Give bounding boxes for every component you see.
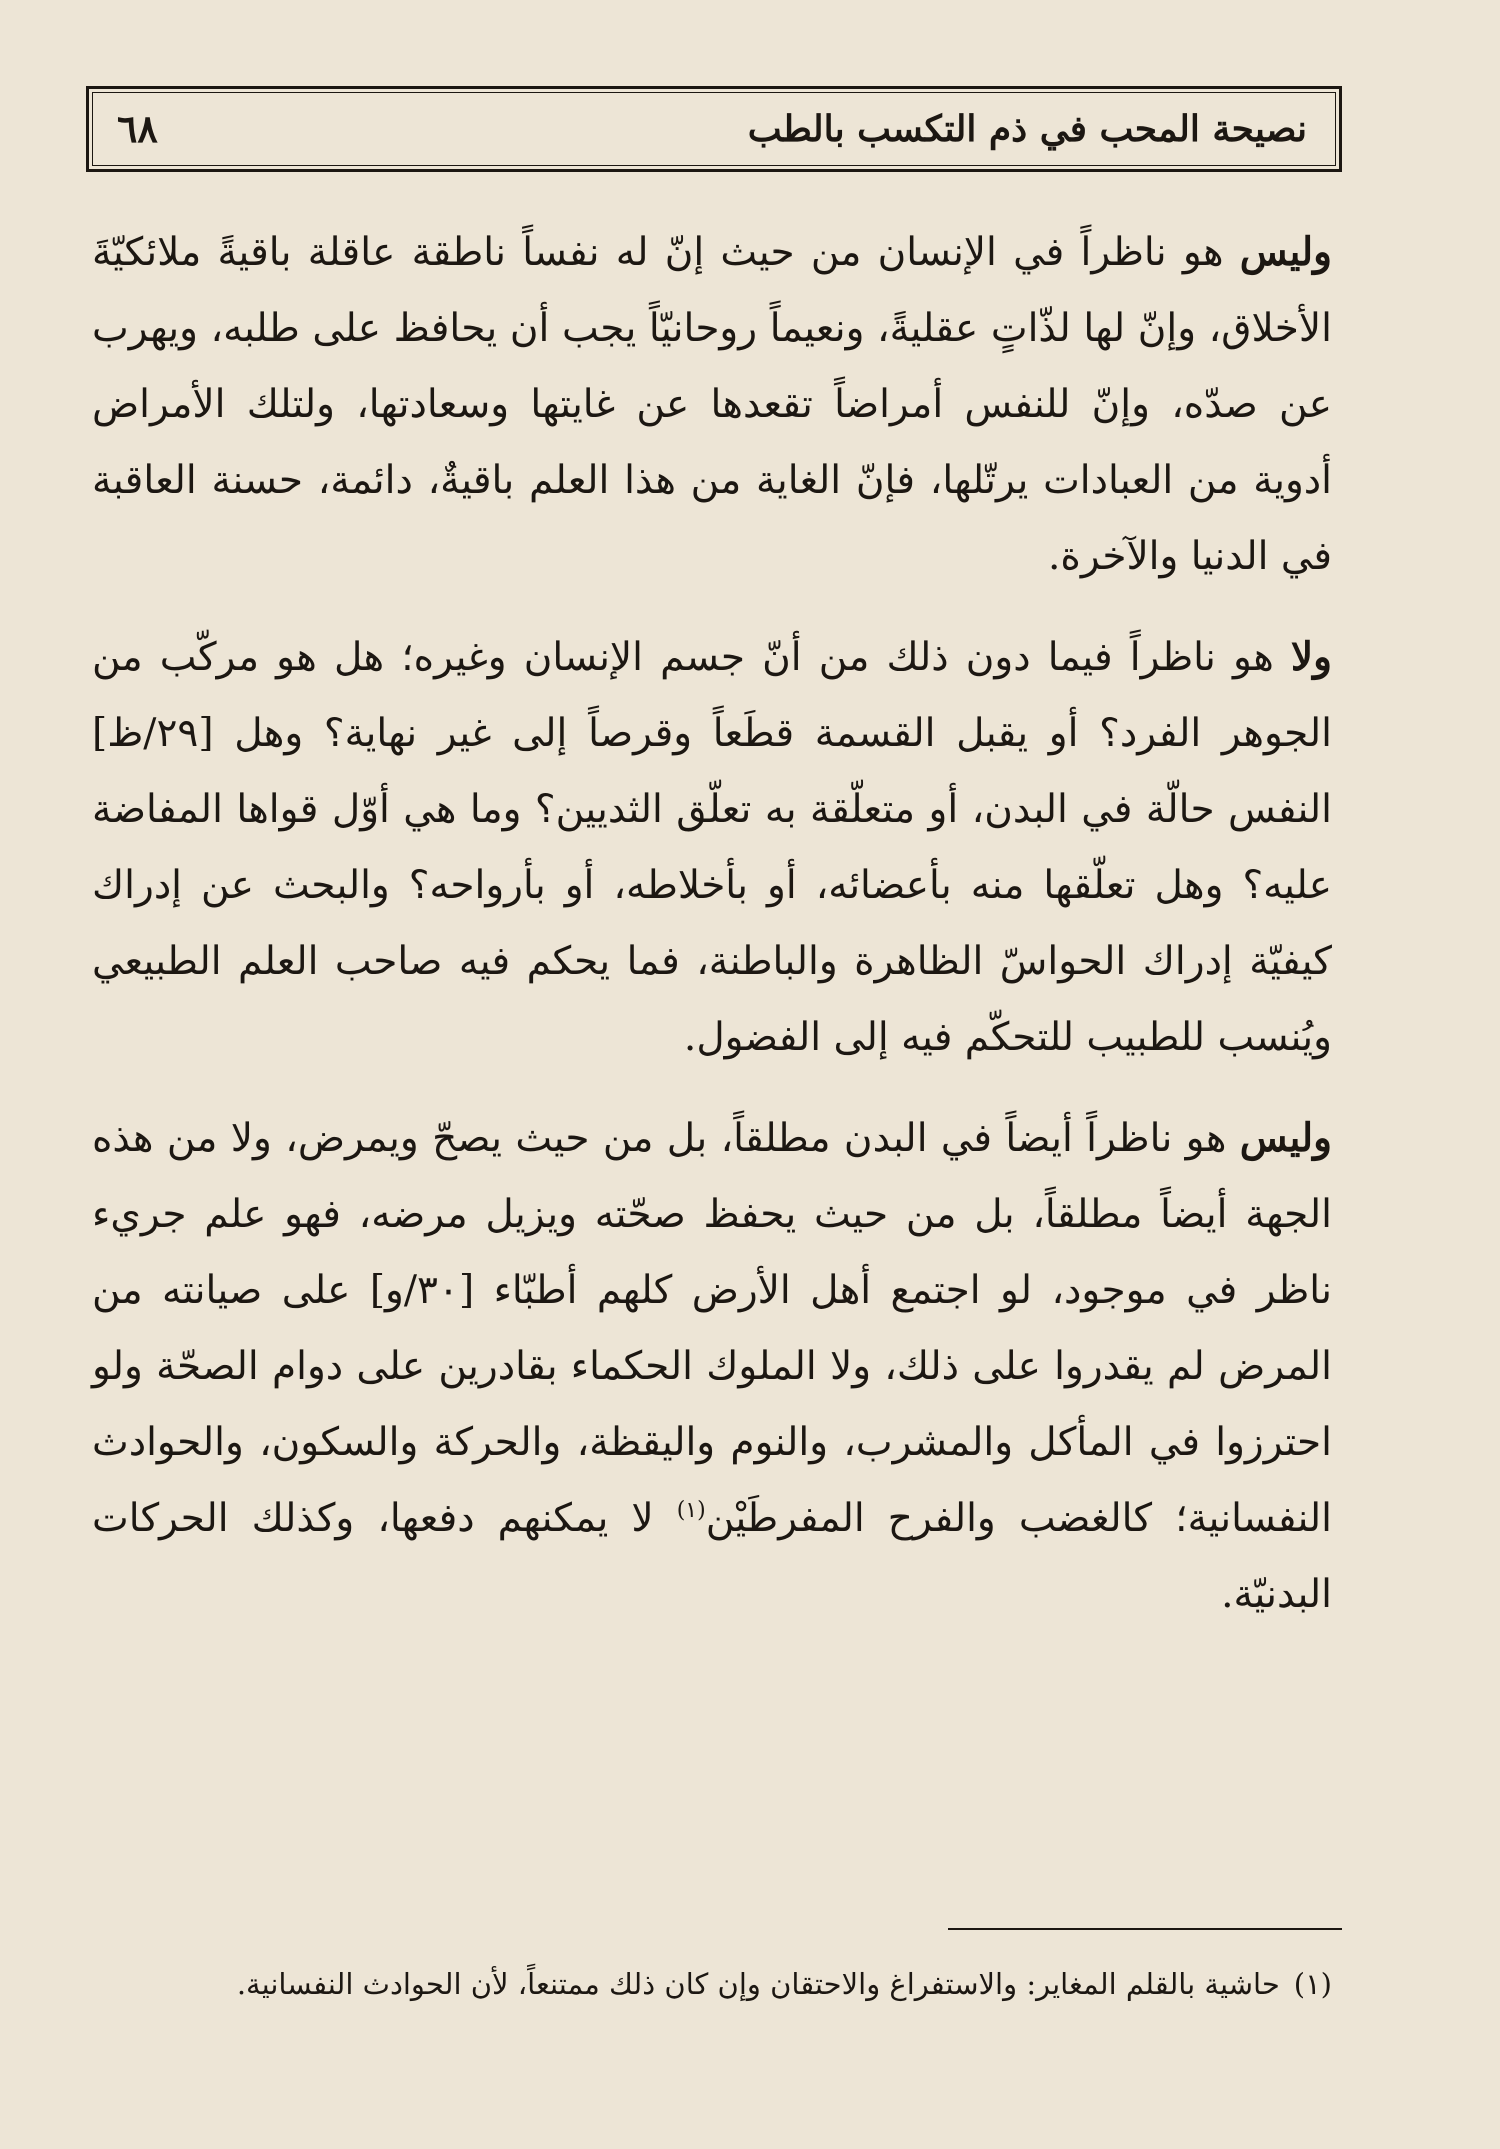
paragraph-text: هو ناظراً أيضاً في البدن مطلقاً، بل من حيث يصحّ ويمرض، ولا من هذه الجهة أيضاً مطلقاً، بل من حيث يحفظ صحّته ويزيل مرضه، فهو علم جريء ناظر في موجود، لو اجتمع أهل الأرض كلهم أطبّاء [٣٠/و] على صيانته من المرض لم يقدروا على ذلك، ولا الملوك الحكماء بقادرين على دوام الصحّة ولو احترزوا في المأكل والمشرب، والنوم واليقظة، والحركة والسكون، والحوادث النفسانية؛ كالغضب والفرح المفرطَيْن [92, 1116, 1332, 1541]
footnote-divider [948, 1928, 1342, 1930]
footnote [92, 1960, 1332, 2008]
paragraph-1 [92, 214, 1332, 595]
paragraph-text: هو ناظراً في الإنسان من حيث إنّ له نفساً ناطقة عاقلة باقيةً ملائكيّةَ الأخلاق، وإنّ لها لذّاتٍ عقليةً، ونعيماً روحانيّاً يجب أن يحافظ على طلبه، ويهرب عن صدّه، وإنّ للنفس أمراضاً تقعدها عن غايتها وسعادتها، ولتلك الأمراض أدوية من العبادات يرتّلها، فإنّ الغاية من هذا العلم باقيةٌ، دائمة، حسنة العاقبة في الدنيا والآخرة. [92, 230, 1332, 579]
running-header-inner [92, 92, 1336, 166]
footnote-text: حاشية بالقلم المغاير: والاستفراغ والاحتقان وإن كان ذلك ممتنعاً، لأن الحوادث النفسانية. [236, 1967, 1280, 2001]
running-title: نصيحة المحب في ذم التكسب بالطب [747, 108, 1307, 150]
running-header [86, 86, 1342, 172]
footnote-reference[interactable]: (١) [676, 1498, 706, 1523]
page-number: ٦٨ [117, 106, 158, 151]
paragraph-lead-word: وليس [1239, 1115, 1332, 1161]
paragraph-text: هو ناظراً فيما دون ذلك من أنّ جسم الإنسان وغيره؛ هل هو مركّب من الجوهر الفرد؟ أو يقبل القسمة قطَعاً وقرصاً إلى غير نهاية؟ وهل [٢٩/ظ] النفس حالّة في البدن، أو متعلّقة به تعلّق الثديين؟ وما هي أوّل قواها المفاضة عليه؟ وهل تعلّقها منه بأعضائه، أو بأخلاطه، أو بأرواحه؟ والبحث عن إدراك كيفيّة إدراك الحواسّ الظاهرة والباطنة، فما يحكم فيه صاحب العلم الطبيعي ويُنسب للطبيب للتحكّم فيه إلى الفضول. [92, 635, 1332, 1060]
main-text [92, 214, 1332, 1657]
paragraph-3 [92, 1100, 1332, 1633]
paragraph-2 [92, 619, 1332, 1076]
paragraph-text-continued: لا يمكنهم دفعها، وكذلك الحركات البدنيّة. [92, 1496, 1332, 1617]
paragraph-lead-word: ولا [1290, 634, 1332, 680]
footnote-marker: (١) [1293, 1967, 1332, 2001]
paragraph-lead-word: وليس [1239, 229, 1332, 275]
